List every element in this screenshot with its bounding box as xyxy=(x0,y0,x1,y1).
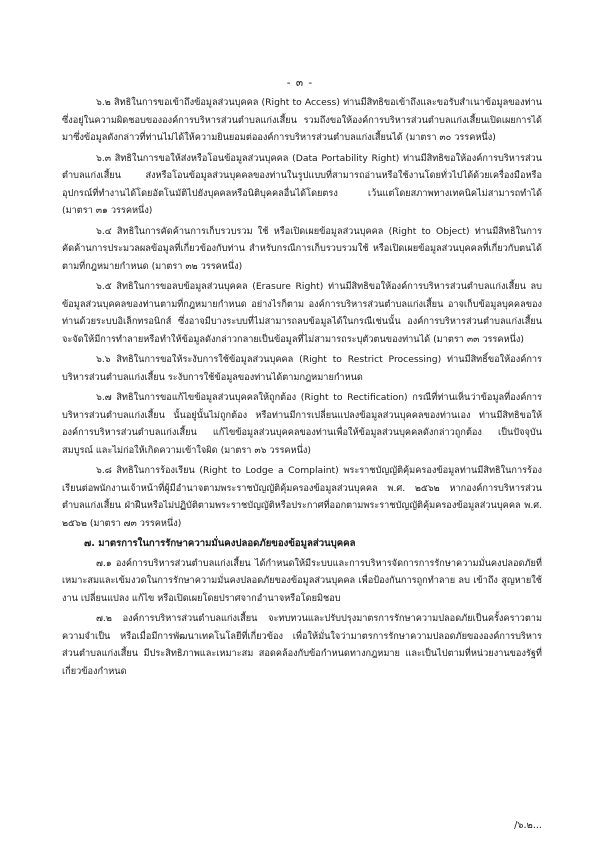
paragraph-rectification: ๖.๗ สิทธิในการขอแก้ไขข้อมูลส่วนบุคคลให้ถูกต้อง (Right to Rectification) กรณีที่ท่านเห็นว่าข้อมูลที่องค์การบริหารส่วนตำบลแก่งเสี้ยน นั้นอยู่นั้นไม่ถูกต้อง หรือท่านมีการเปลี่ยนแปลงข้อมูลส่วนบุคคลของท่านเอง ท่านมีสิทธิขอให้องค์การบริหารส่วนตำบลแก่งเสี้ยน แก้ไขข้อมูลส่วนบุคคลของท่านเพื่อให้ข้อมูลส่วนบุคคลดังกล่าวถูกต้อง เป็นปัจจุบัน สมบูรณ์ และไม่ก่อให้เกิดความเข้าใจผิด (มาตรา ๓๖ วรรคหนึ่ง) xyxy=(62,392,542,456)
page-number: - ๓ - xyxy=(286,77,314,89)
paragraph-data-portability: ๖.๓ สิทธิในการขอให้ส่งหรือโอนข้อมูลส่วนบุคคล (Data Portability Right) ท่านมีสิทธิขอให้องค์การบริหารส่วนตำบลแก่งเสี้ยน ส่งหรือโอนข้อมูลส่วนบุคคลของท่านในรูปแบบที่สามารถอ่านหรือใช้งานโดยทั่วไปได้ด้วยเครื่องมือหรืออุปกรณ์ที่ทำงานได้โดยอัตโนมัติไปยังบุคคลหรือนิติบุคคลอื่นได้โดยตรง เว้นแต่โดยสภาพทางเทคนิคไม่สามารถทำได้ (มาตรา ๓๑ วรรคหนึ่ง) xyxy=(62,152,542,216)
paragraph-erasure-right: ๖.๕ สิทธิในการขอลบข้อมูลส่วนบุคคล (Erasure Right) ท่านมีสิทธิขอให้องค์การบริหารส่วนตำบลแก่งเสี้ยน ลบข้อมูลส่วนบุคคลของท่านตามที่กฎหมายกำหนด อย่างไรก็ตาม องค์การบริหารส่วนตำบลแก่งเสี้ยน อาจเก็บข้อมูลบุคคลของท่านด้วยระบบอิเล็กทรอนิกส์ ซึ่งอาจมีบางระบบที่ไม่สามารถลบข้อมูลได้ในกรณีเช่นนั้น องค์การบริหารส่วนตำบลแก่งเสี้ยน จะจัดให้มีการทำลายหรือทำให้ข้อมูลดังกล่าวกลายเป็นข้อมูลที่ไม่สามารถระบุตัวตนของท่านได้ (มาตรา ๓๓ วรรคหนึ่ง) xyxy=(62,281,542,345)
document-body xyxy=(62,94,542,683)
paragraph-right-to-access: ๖.๒ สิทธิในการขอเข้าถึงข้อมูลส่วนบุคคล (Right to Access) ท่านมีสิทธิขอเข้าถึงและขอรับสำเนาข้อมูลของท่านซึ่งอยู่ในความผิดชอบขององค์การบริหารส่วนตำบลแก่งเสี้ยน รวมถึงขอให้องค์การบริหารส่วนตำบลแก่งเสี้ยนเปิดเผยการได้มาซึ่งข้อมูลดังกล่าวที่ท่านไม่ได้ให้ความยินยอมต่อองค์การบริหารส่วนตำบลแก่งเสี้ยนได้ (มาตรา ๓๐ วรรคหนึ่ง) xyxy=(62,97,542,143)
paragraph-security-7-2: ๗.๒ องค์การบริหารส่วนตำบลแก่งเสี้ยน จะทบทวนและปรับปรุงมาตรการรักษาความปลอดภัยเป็นครั้งคราวตามความจำเป็น หรือเมื่อมีการพัฒนาเทคโนโลยีที่เกี่ยวข้อง เพื่อให้มั่นใจว่ามาตรการรักษาความปลอดภัยขององค์การบริหารส่วนตำบลแก่งเสี้ยน มีประสิทธิภาพและเหมาะสม สอดคล้องกับข้อกำหนดทางกฎหมาย และเป็นไปตามที่หน่วยงานของรัฐที่เกี่ยวข้องกำหนด xyxy=(62,613,542,677)
paragraph-security-7-1: ๗.๑ องค์การบริหารส่วนตำบลแก่งเสี้ยน ได้กำหนดให้มีระบบและการบริหารจัดการการรักษาความมั่นคงปลอดภัยที่เหมาะสมและเข้มงวดในการรักษาความมั่นคงปลอดภัยของข้อมูลส่วนบุคคล เพื่อป้องกันการถูกทำลาย ลบ เข้าถึง สูญหายใช้งาน เปลี่ยนแปลง แก้ไข หรือเปิดเผยโดยปราศจากอำนาจหรือโดยมิชอบ xyxy=(62,557,542,604)
paragraph-lodge-complaint: ๖.๘ สิทธิในการร้องเรียน (Right to Lodge a Complaint) พระราชบัญญัติคุ้มครองข้อมูลท่านมีสิทธิในการร้องเรียนต่อพนักงานเจ้าหน้าที่ผู้มีอำนาจตามพระราชบัญญัติคุ้มครองข้อมูลส่วนบุคคล พ.ศ. ๒๕๖๒ หากองค์การบริหารส่วนตำบลแก่งเสี้ยน ฝ่าฝืนหรือไม่ปฏิบัติตามพระราชบัญญัติหรือประกาศที่ออกตามพระราชบัญญัติคุ้มครองข้อมูลส่วนบุคคล พ.ศ. ๒๕๖๒ (มาตรา ๗๓ วรรคหนึ่ง) xyxy=(62,465,542,529)
continuation-marker: /๖.๒... xyxy=(514,820,542,831)
paragraph-restrict-processing: ๖.๖ สิทธิในการขอให้ระงับการใช้ข้อมูลส่วนบุคคล (Right to Restrict Processing) ท่านมีสิทธิ์ขอให้องค์การบริหารส่วนตำบลแก่งเสี้ยน ระงับการใช้ข้อมูลของท่านได้ตามกฎหมายกำหนด xyxy=(62,354,542,383)
section-heading-security: ๗. มาตรการในการรักษาความมั่นคงปลอดภัยของข้อมูลส่วนบุคคล xyxy=(84,538,356,549)
paragraph-right-to-object: ๖.๔ สิทธิในการคัดค้านการเก็บรวบรวม ใช้ หรือเปิดเผยข้อมูลส่วนบุคคล (Right to Object) ท่านมีสิทธิในการคัดค้านการประมวลผลข้อมูลที่เกี่ยวข้องกับท่าน สำหรับกรณีการเก็บรวบรวมใช้ หรือเปิดเผยข้อมูลส่วนบุคคลที่เกี่ยวกับตนได้ตามที่กฎหมายกำหนด (มาตรา ๓๒ วรรคหนึ่ง) xyxy=(62,225,542,272)
